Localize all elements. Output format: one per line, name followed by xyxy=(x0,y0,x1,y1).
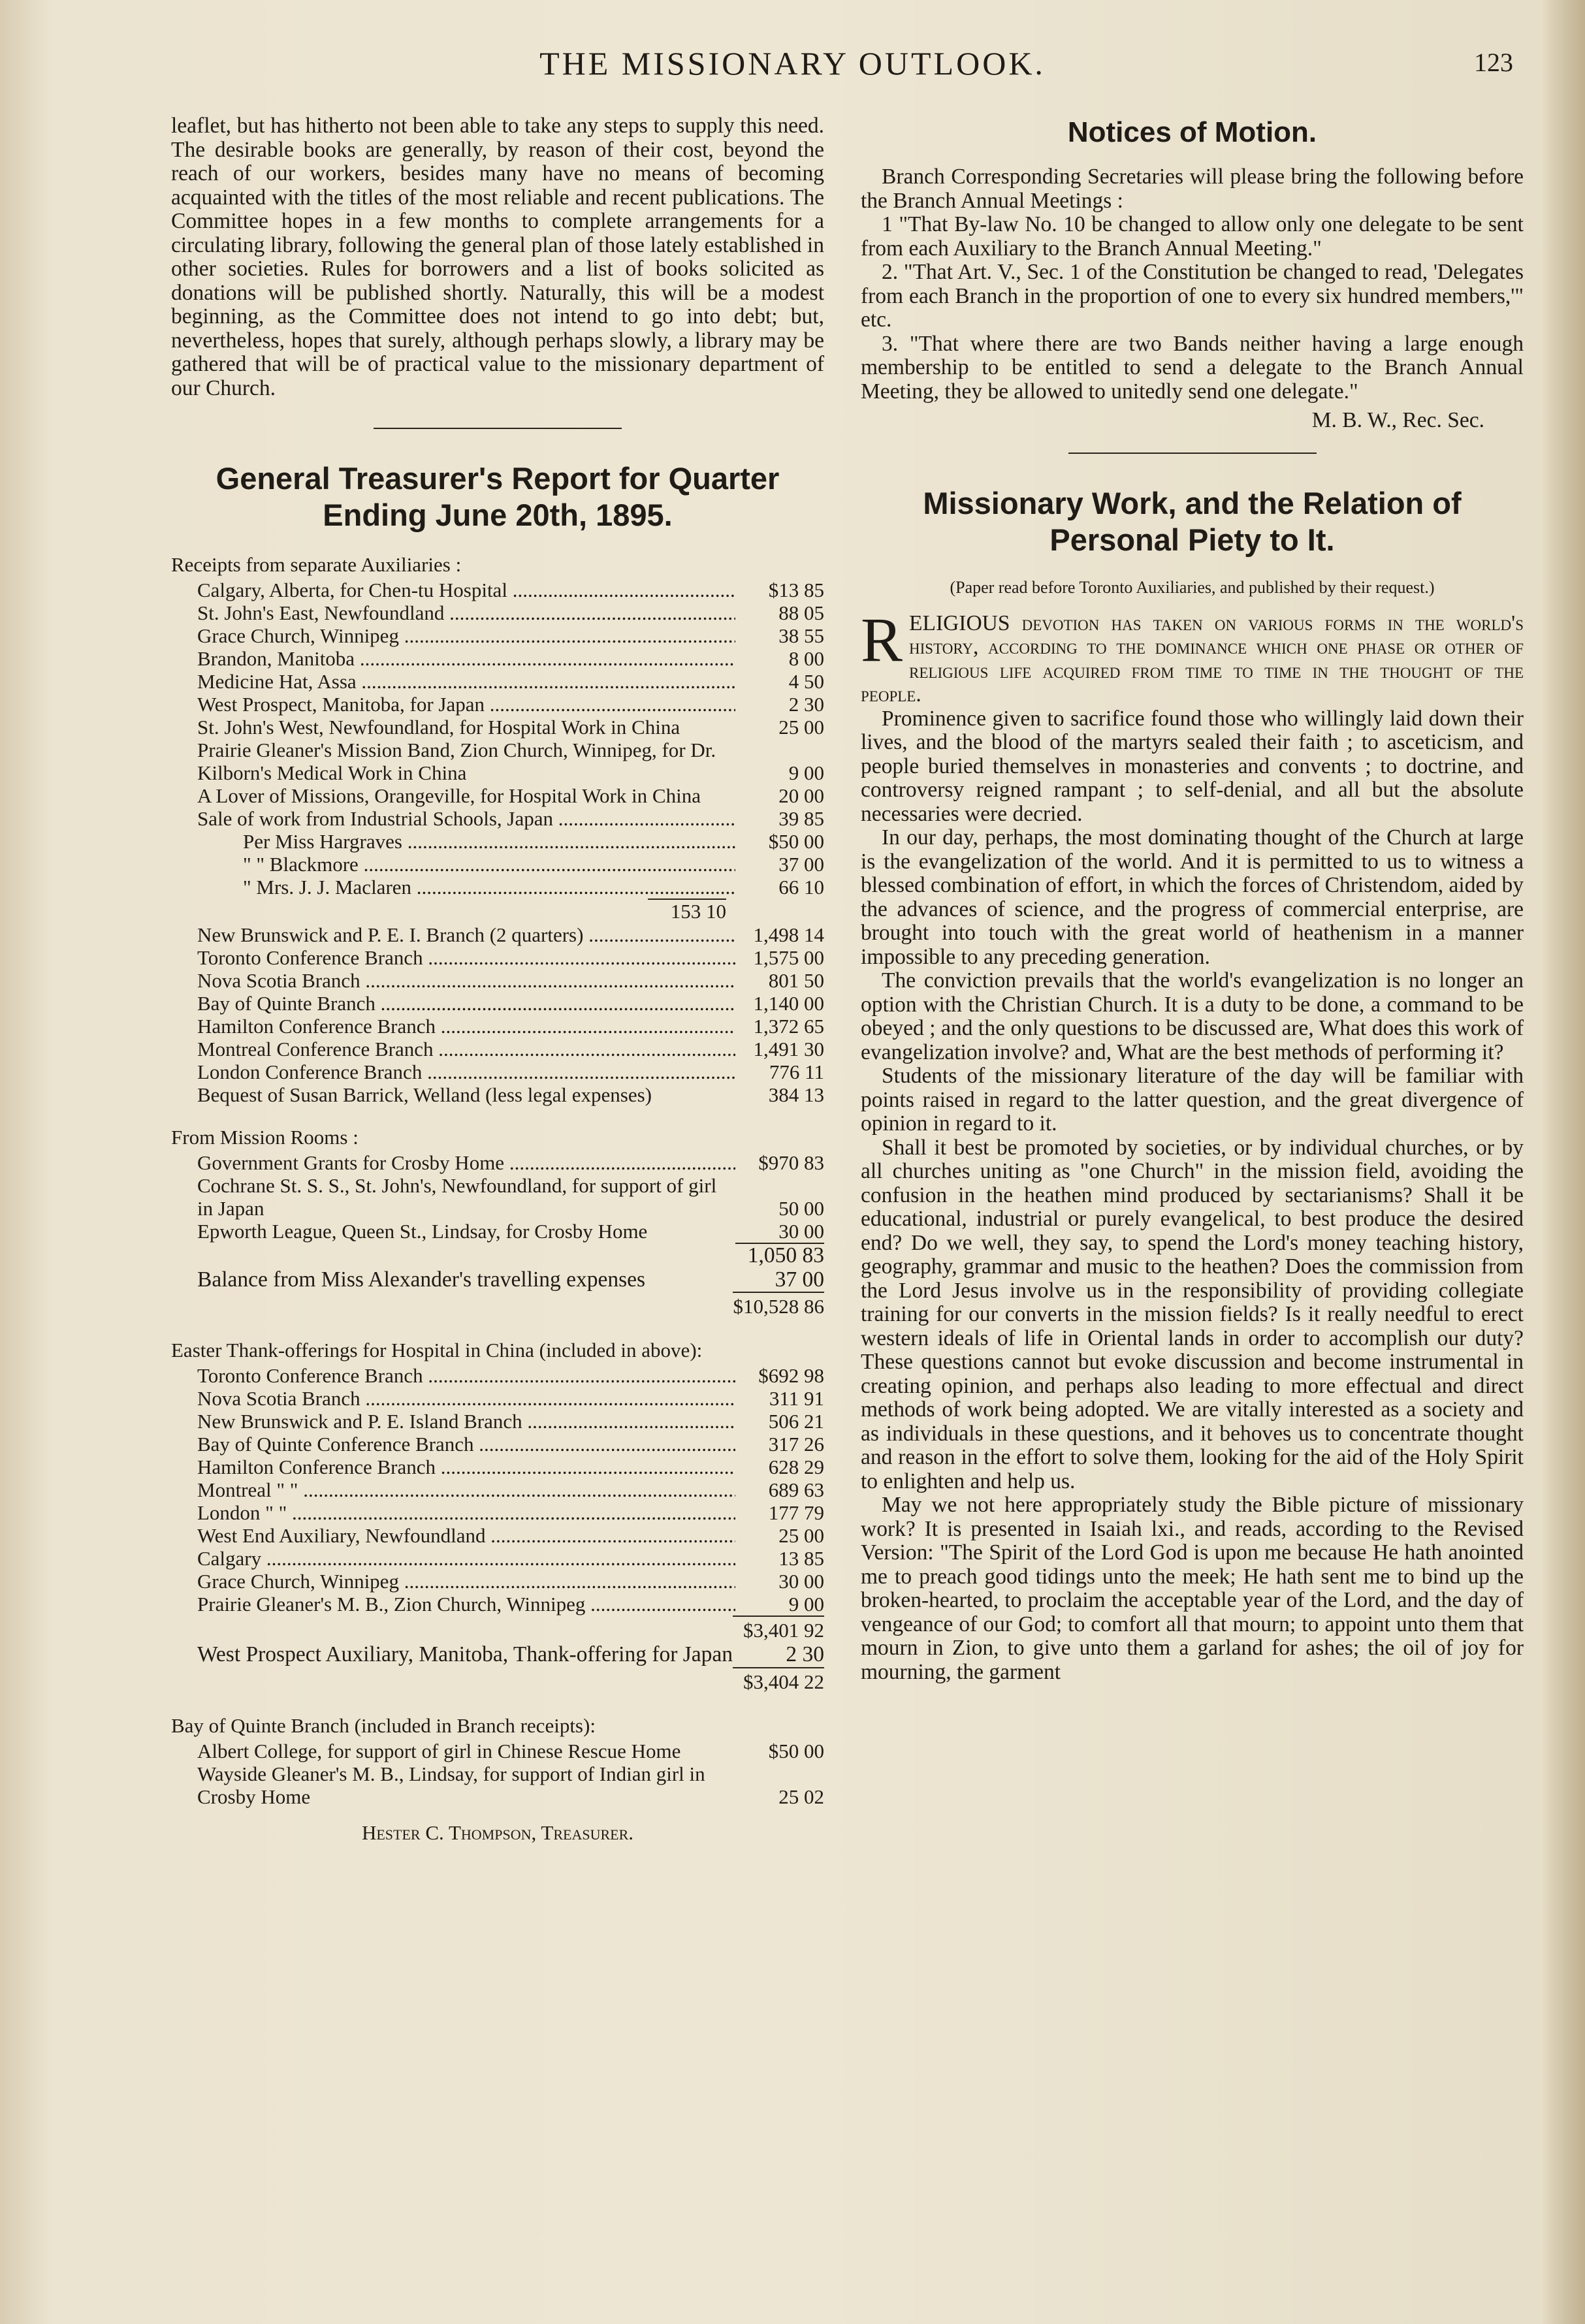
drop-cap: R xyxy=(861,604,903,675)
ledger-row xyxy=(171,1410,824,1433)
ledger-label: London Conference Branch ..... xyxy=(197,1060,735,1083)
ledger-amount: 689 63 xyxy=(768,1478,824,1501)
right-column xyxy=(861,114,1524,1684)
ledger-row xyxy=(171,1762,824,1808)
ledger-row xyxy=(171,853,824,876)
ledger-amount: 88 05 xyxy=(778,601,824,624)
ledger-amount: 1,498 14 xyxy=(753,923,824,946)
ledger-label: New Brunswick and P. E. Island Branch ..... xyxy=(197,1410,735,1433)
mission-rooms-list xyxy=(171,1151,824,1243)
per-subtotal: 153 10 xyxy=(171,899,726,923)
ledger-row xyxy=(171,1038,824,1060)
grand-total: $10,528 86 xyxy=(171,1292,824,1319)
ledger-row xyxy=(171,1524,824,1547)
secretary-signature: M. B. W., Rec. Sec. xyxy=(1311,408,1484,432)
ledger-row xyxy=(171,647,824,670)
ledger-row xyxy=(171,784,824,807)
ledger-amount: $50 00 xyxy=(768,830,824,853)
motion-2: 2. "That Art. V., Sec. 1 of the Constitution be changed to read, 'Delegates from each Branch in the proportion of one to every six hundred members,'" etc. xyxy=(861,260,1524,332)
ledger-amount: 20 00 xyxy=(778,784,824,807)
per-list xyxy=(171,830,824,899)
ledger-amount: 317 26 xyxy=(768,1433,824,1456)
mission-rooms-subtotal: 1,050 83 xyxy=(171,1243,824,1268)
article-paragraph-6: Shall it best be promoted by societies, or by individual churches, or by all churches uniting as "one Church" in the mission field, avoiding the confusion in the heathen mind produced by sectarianisms? Shall it be educational, industrial or purely evangelical, to best produce the desired end? Do we well, they say, to spend the Lord's money teaching history, geography, grammar and music to the heathen? Does the commission from the Lord Jesus involve us in the responsibility of providing collegiate training for our converts in the mission fields? Is it really needful to erect western ideals of life in Oriental lands in order to accomplish our duty? These questions cannot but evoke discussion and become instrumental in creating opinion, and perhaps also leading to more effectual and direct methods of work being adopted. We are vitally interested as a society and as individuals in these questions, and it behoves us to concentrate thought and reason in the effort to solve them, looking for the aid of the Holy Spirit to enlighten and help us. xyxy=(861,1135,1524,1493)
running-header: THE MISSIONARY OUTLOOK. xyxy=(539,45,1046,82)
ledger-row xyxy=(171,716,824,739)
treasurer-signature: Hester C. Thompson, Treasurer. xyxy=(361,1821,634,1844)
ledger-amount: 4 50 xyxy=(788,670,824,693)
ledger-amount: 2 30 xyxy=(788,693,824,716)
ledger-label: Nova Scotia Branch ..... xyxy=(197,1387,735,1410)
ledger-row xyxy=(171,1570,824,1593)
receipts-list xyxy=(171,579,824,830)
ledger-row xyxy=(171,1387,824,1410)
ledger-amount: 50 00 xyxy=(778,1197,824,1220)
ledger-label: Hamilton Conference Branch ..... xyxy=(197,1015,735,1038)
ledger-row xyxy=(171,601,824,624)
notices-heading: Notices of Motion. xyxy=(1067,116,1317,148)
article-paragraph-5: Students of the missionary literature of the day will be familiar with points raised in regard to the latter question, and the great divergence of opinion in regard to it. xyxy=(861,1064,1524,1136)
motion-1: 1 "That By-law No. 10 be changed to allow only one delegate to be sent from each Auxiliary to the Branch Annual Meeting." xyxy=(861,212,1524,261)
ledger-amount: 801 50 xyxy=(768,969,824,992)
balance-row: Balance from Miss Alexander's travelling expenses 37 00 xyxy=(197,1267,824,1292)
easter-list xyxy=(171,1364,824,1616)
ledger-amount: 39 85 xyxy=(778,807,824,830)
ledger-amount: $50 00 xyxy=(768,1739,824,1762)
ledger-label: Epworth League, Queen St., Lindsay, for Crosby Home xyxy=(197,1220,648,1243)
ledger-label: Wayside Gleaner's M. B., Lindsay, for support of Indian girl in Crosby Home xyxy=(197,1762,705,1808)
page-number: 123 xyxy=(1474,48,1513,77)
ledger-amount: 628 29 xyxy=(768,1456,824,1478)
ledger-label: New Brunswick and P. E. I. Branch (2 quarters) ..... xyxy=(197,923,735,946)
ledger-row xyxy=(171,1220,824,1243)
ledger-amount: 30 00 xyxy=(778,1570,824,1593)
article-paragraph-4: The conviction prevails that the world's evangelization is no longer an option with the Christian Church. It is a duty to be done, a command to be obeyed ; and the only questions to be discussed are, What does this work of evangelization involve? and, What are the best methods of performing it? xyxy=(861,968,1524,1064)
ledger-amount: 30 00 xyxy=(778,1220,824,1243)
ledger-row xyxy=(171,1501,824,1524)
ledger-amount: 1,140 00 xyxy=(753,992,824,1015)
ledger-row xyxy=(171,693,824,716)
article-note: (Paper read before Toronto Auxiliaries, and published by their request.) xyxy=(950,577,1435,597)
ledger-amount: 38 55 xyxy=(778,624,824,647)
ledger-amount: 1,575 00 xyxy=(753,946,824,969)
ledger-amount: 25 00 xyxy=(778,716,824,739)
ledger-amount: 177 79 xyxy=(768,1501,824,1524)
report-heading: General Treasurer's Report for Quarter Ending June 20th, 1895. xyxy=(216,461,780,532)
section-divider xyxy=(374,428,622,429)
ledger-row xyxy=(171,1151,824,1174)
ledger-row xyxy=(171,1364,824,1387)
ledger-amount: 37 00 xyxy=(778,853,824,876)
ledger-label: Sale of work from Industrial Schools, Japan ..... xyxy=(197,807,735,830)
ledger-row xyxy=(171,1433,824,1456)
article-paragraph-1: RELIGIOUS devotion has taken on various forms in the world's history, according to the dominance which one phase or other of religious life acquired from time to time in the thought of the people. xyxy=(861,604,1524,707)
ledger-amount: 311 91 xyxy=(769,1387,824,1410)
easter-label: Easter Thank-offerings for Hospital in China (included in above): xyxy=(171,1339,703,1361)
motion-3: 3. "That where there are two Bands neither having a large enough membership to be entitled to send a delegate to the Branch Annual Meeting, they be allowed to unitedly send one delegate." xyxy=(861,331,1524,404)
easter-subtotal: $3,401 92 xyxy=(171,1616,824,1643)
ledger-label: Bequest of Susan Barrick, Welland (less legal expenses) xyxy=(197,1083,652,1106)
article-heading: Missionary Work, and the Relation of Personal Piety to It. xyxy=(923,485,1462,557)
ledger-label: Toronto Conference Branch ..... xyxy=(197,1364,735,1387)
ledger-label: Calgary ..... xyxy=(197,1547,735,1570)
quinte-label: Bay of Quinte Branch (included in Branch receipts): xyxy=(171,1713,596,1737)
ledger-amount: 25 00 xyxy=(778,1524,824,1547)
ledger-amount: 506 21 xyxy=(768,1410,824,1433)
ledger-row xyxy=(171,830,824,853)
ledger-label: Prairie Gleaner's M. B., Zion Church, Winnipeg ..... xyxy=(197,1593,735,1616)
ledger-label: Toronto Conference Branch ..... xyxy=(197,946,735,969)
ledger-row xyxy=(171,946,824,969)
article-paragraph-2: Prominence given to sacrifice found those who willingly laid down their lives, and the blood of the martyrs sealed their faith ; to asceticism, and people buried themselves in monasteries and convents ; to doctrine, and controversy reigned rampant ; to self-denial, and all but the absolute necessaries were decried. xyxy=(861,706,1524,826)
ledger-amount: 13 85 xyxy=(778,1547,824,1570)
article-paragraph-3: In our day, perhaps, the most dominating thought of the Church at large is the evangelization of the world. And it is permitted to us to witness a blessed combination of effort, in which the forces of Christendom, aided by the advances of science, and the progress of commercial enterprise, are brought into touch with the great world of heathenism in a manner impossible to any preceding generation. xyxy=(861,825,1524,969)
page-edge-shading xyxy=(1541,0,1585,2324)
ledger-row xyxy=(171,923,824,946)
ledger-label: West Prospect, Manitoba, for Japan ..... xyxy=(197,693,735,716)
ledger-row xyxy=(171,739,824,784)
ledger-label: Calgary, Alberta, for Chen-tu Hospital ..... xyxy=(197,579,735,601)
ledger-label: Bay of Quinte Conference Branch ..... xyxy=(197,1433,735,1456)
ledger-label: London " " ..... xyxy=(197,1501,735,1524)
ledger-label: West End Auxiliary, Newfoundland ..... xyxy=(197,1524,735,1547)
receipts-label: Receipts from separate Auxiliaries : xyxy=(171,553,462,576)
ledger-label: A Lover of Missions, Orangeville, for Hospital Work in China xyxy=(197,784,701,807)
ledger-label: Grace Church, Winnipeg ..... xyxy=(197,624,735,647)
ledger-amount: $692 98 xyxy=(758,1364,824,1387)
mission-rooms-label: From Mission Rooms : xyxy=(171,1126,359,1149)
ledger-row xyxy=(171,1083,824,1106)
ledger-label: Montreal " " ..... xyxy=(197,1478,735,1501)
ledger-amount: 1,372 65 xyxy=(753,1015,824,1038)
ledger-row xyxy=(171,1593,824,1616)
ledger-amount: 25 02 xyxy=(778,1785,824,1808)
section-divider-right xyxy=(1068,453,1317,454)
ledger-row xyxy=(171,1478,824,1501)
ledger-row xyxy=(171,624,824,647)
ledger-amount: 1,491 30 xyxy=(753,1038,824,1060)
easter-total: $3,404 22 xyxy=(171,1667,824,1695)
ledger-label: " Mrs. J. J. Maclaren ..... xyxy=(243,876,735,899)
ledger-label: Prairie Gleaner's Mission Band, Zion Church, Winnipeg, for Dr. Kilborn's Medical Work in China xyxy=(197,739,716,784)
notices-intro: Branch Corresponding Secretaries will please bring the following before the Branch Annual Meetings : xyxy=(861,165,1524,213)
ledger-row xyxy=(171,807,824,830)
ledger-row xyxy=(171,1547,824,1570)
branch-list xyxy=(171,923,824,1106)
ledger-label: Grace Church, Winnipeg ..... xyxy=(197,1570,735,1593)
ledger-amount: 8 00 xyxy=(788,647,824,670)
ledger-amount: 776 11 xyxy=(769,1060,824,1083)
ledger-amount: 66 10 xyxy=(778,876,824,899)
ledger-label: Medicine Hat, Assa ..... xyxy=(197,670,735,693)
ledger-label: Hamilton Conference Branch ..... xyxy=(197,1456,735,1478)
ledger-row xyxy=(171,1456,824,1478)
ledger-amount: 9 00 xyxy=(788,1593,824,1616)
ledger-label: " " Blackmore ..... xyxy=(243,853,735,876)
ledger-label: Cochrane St. S. S., St. John's, Newfoundland, for support of girl in Japan xyxy=(197,1174,717,1220)
ledger-row xyxy=(171,1015,824,1038)
ledger-row xyxy=(171,579,824,601)
ledger-amount: $13 85 xyxy=(768,579,824,601)
left-column xyxy=(171,114,824,1845)
ledger-amount: 384 13 xyxy=(768,1083,824,1106)
ledger-label: Albert College, for support of girl in Chinese Rescue Home xyxy=(197,1739,681,1762)
ledger-amount: $970 83 xyxy=(758,1151,824,1174)
library-paragraph: leaflet, but has hitherto not been able to take any steps to supply this need. The desirable books are generally, by reason of their cost, beyond the reach of our workers, besides many have no means of becoming acquainted with the titles of the most reliable and recent publications. The Committee hopes in a few months to complete arrangements for a circulating library, following the general plan of those lately established in other societies. Rules for borrowers and a list of books solicited as donations will be published shortly. Naturally, this will be a modest beginning, as the Committee does not intend to go into debt; but, nevertheless, hopes that surely, although perhaps slowly, a library may be gathered that will be of practical value to the missionary department of our Church. xyxy=(171,114,824,400)
ledger-label: Nova Scotia Branch ..... xyxy=(197,969,735,992)
quinte-list xyxy=(171,1740,824,1808)
ledger-row xyxy=(171,1174,824,1220)
ledger-label: Per Miss Hargraves ..... xyxy=(243,830,735,853)
ledger-label: Brandon, Manitoba ..... xyxy=(197,647,735,670)
ledger-amount: 9 00 xyxy=(788,761,824,784)
ledger-label: St. John's West, Newfoundland, for Hospital Work in China xyxy=(197,716,680,739)
ledger-row xyxy=(171,1060,824,1083)
west-prospect-row: West Prospect Auxiliary, Manitoba, Thank-offering for Japan 2 30 xyxy=(197,1642,824,1666)
ledger-row xyxy=(171,969,824,992)
ledger-label: Government Grants for Crosby Home ..... xyxy=(197,1151,735,1174)
article-paragraph-7: May we not here appropriately study the Bible picture of missionary work? It is presented in Isaiah lxi., and reads, according to the Revised Version: "The Spirit of the Lord God is upon me because He hath anointed me to preach good tidings unto the meek; He hath sent me to bind up the broken-hearted, to proclaim the acceptable year of the Lord, and the day of vengeance of our God; to comfort all that mourn; to appoint unto them that mourn in Zion, to give unto them a garland for ashes; the oil of joy for mourning, the garment xyxy=(861,1493,1524,1684)
ledger-row xyxy=(171,876,824,899)
ledger-row xyxy=(171,1740,824,1762)
ledger-row xyxy=(171,670,824,693)
ledger-row xyxy=(171,992,824,1015)
ledger-label: Bay of Quinte Branch ..... xyxy=(197,992,735,1015)
ledger-label: Montreal Conference Branch ..... xyxy=(197,1038,735,1060)
ledger-label: St. John's East, Newfoundland ..... xyxy=(197,601,735,624)
